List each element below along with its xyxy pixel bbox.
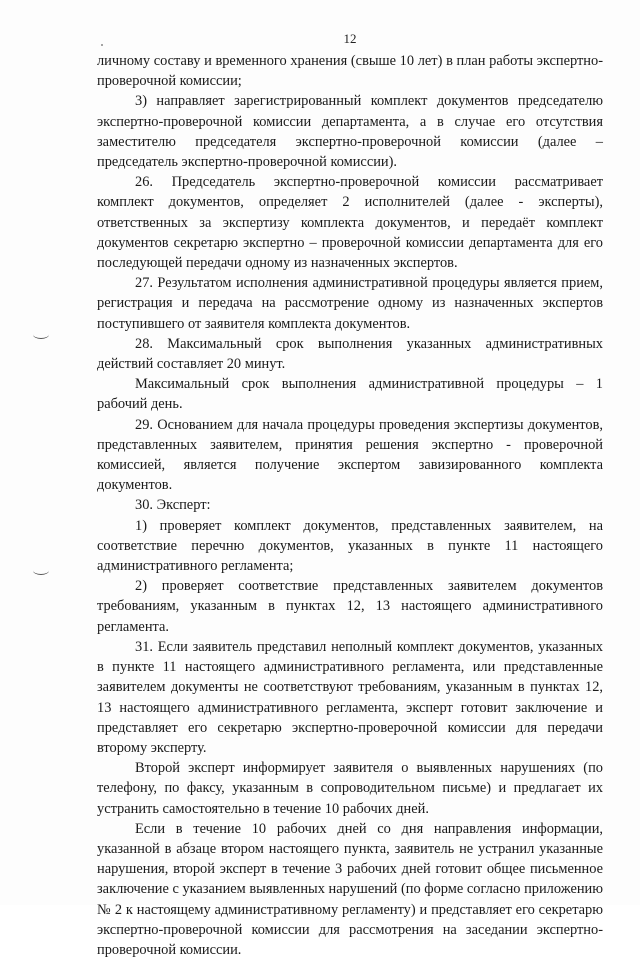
paragraph: 26. Председатель экспертно-проверочной комиссии рассматривает комплект документов, определяет 2 исполнителей (далее - эксперты), ответственных за экспертизу комплекта документов, и передаёт комплект документов секретарю экспертно – проверочной комиссии департамента для его последующей передачи одному из назначенных экспертов. — [97, 174, 603, 272]
paragraph: Если в течение 10 рабочих дней со дня направления информации, указанной в абзаце втором настоящего пункта, заявитель не устранил указанные нарушения, второй эксперт в течение 3 рабочих дней готовит общее письменное заключение с указанием выявленных нарушений (по форме согласно приложению № 2 к настоящему административному регламенту) и представляет его секретарю экспертно-проверочной комиссии для рассмотрения на заседании экспертно-проверочной комиссии. — [97, 820, 603, 958]
paragraph: 29. Основанием для начала процедуры проведения экспертизы документов, представленных заявителем, принятия решения экспертно - проверочной комиссией, является получение экспертом завизированного комплекта документов. — [97, 416, 603, 494]
paragraph: 1) проверяет комплект документов, представленных заявителем, на соответствие перечню документов, указанных в пункте 11 настоящего административного регламента; — [97, 517, 603, 575]
paragraph: 2) проверяет соответствие представленных заявителем документов требованиям, указанным в пунктах 12, 13 настоящего административного регламента. — [97, 578, 603, 635]
document-body — [97, 51, 603, 960]
paragraph: Второй эксперт информирует заявителя о выявленных нарушениях (по телефону, по факсу, указанным в сопроводительном письме) и предлагает их устранить самостоятельно в течение 10 рабочих дней. — [97, 760, 603, 817]
page-number: 12 — [343, 31, 357, 46]
paragraph: 28. Максимальный срок выполнения указанных административных действий составляет 20 минут. — [97, 335, 603, 373]
paragraph: Максимальный срок выполнения административной процедуры – 1 рабочий день. — [97, 376, 603, 413]
paragraph: 31. Если заявитель представил неполный комплект документов, указанных в пункте 11 настоящего административного регламента, или представленные заявителем документы не соответствуют требованиям, указанным в пунктах 12, 13 настоящего административного регламента, эксперт готовит заключение и представляет его секретарю экспертно-проверочной комиссии для передачи второму эксперту. — [97, 638, 603, 756]
paragraph: 3) направляет зарегистрированный комплект документов председателю экспертно-проверочной комиссии департамента, а в случае его отсутствия заместителю председателя экспертно-проверочной комиссии (далее – председатель экспертно-проверочной комиссии). — [97, 93, 603, 171]
paragraph: 30. Эксперт: — [135, 497, 211, 514]
paragraph: личному составу и временного хранения (свыше 10 лет) в план работы экспертно-проверочной комиссии; — [97, 53, 603, 90]
margin-mark — [33, 566, 49, 575]
margin-mark — [33, 330, 49, 339]
scan-speck — [101, 44, 103, 46]
paragraph: 27. Результатом исполнения административной процедуры является прием, регистрация и передача на рассмотрение одному из назначенных экспертов поступившего от заявителя комплекта документов. — [97, 275, 603, 332]
